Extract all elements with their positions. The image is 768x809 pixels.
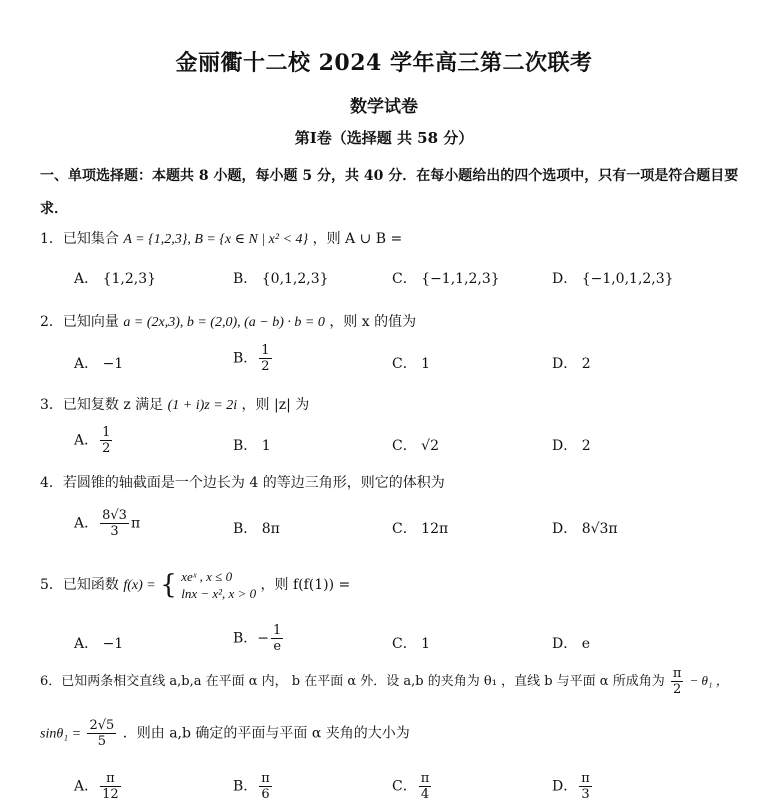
question-2-option-d[interactable]: D． 2: [552, 356, 591, 372]
question-3-option-a[interactable]: A． $\frac{1}{2}$: [74, 425, 111, 456]
question-4-option-a[interactable]: A． $\frac{8√3}{3}$ π: [74, 508, 141, 539]
question-3-option-b[interactable]: B． 1: [233, 438, 271, 454]
question-1-option-a[interactable]: A． {1,2,3}: [74, 271, 157, 287]
question-6-stem-line1: 6．已知两条相交直线 a,b,a 在平面 α 内， b 在平面 α 外．设 a,b 的夹角为 θ₁ ，直线 b 与平面 α 所成角为 $\frac{\pi}{2}$ − θ₁ ，: [40, 666, 729, 697]
question-2-stem: 2．已知向量 a = (2x,3), b = (2,0), (a − b) · b = 0 ，则 x 的值为: [40, 314, 417, 330]
question-6-stem-line2: sinθ₁ = $\frac{2√5}{5}$ ．则由 a,b 确定的平面与平面 α 夹角的大小为: [40, 718, 410, 749]
question-5-option-c[interactable]: C． 1: [392, 636, 431, 652]
question-4-option-d[interactable]: D． 8√3π: [552, 521, 618, 537]
part-heading: 第Ⅰ卷（选择题 共 58 分）: [294, 129, 474, 147]
question-5-option-b[interactable]: B．− $\frac{1}{e}$: [233, 623, 282, 654]
question-3-option-c[interactable]: C． √2: [392, 438, 439, 454]
question-3-option-d[interactable]: D． 2: [552, 438, 591, 454]
question-4-option-c[interactable]: C． 12π: [392, 521, 449, 537]
question-1-option-c[interactable]: C． {−1,1,2,3}: [392, 271, 500, 287]
question-6-option-a[interactable]: A． $\frac{\pi}{12}$: [74, 771, 119, 802]
question-2-option-a[interactable]: A． −1: [74, 356, 124, 372]
question-6-option-b[interactable]: B． $\frac{\pi}{6}$: [233, 771, 270, 802]
question-4-option-b[interactable]: B． 8π: [233, 521, 280, 537]
question-6-option-c[interactable]: C． $\frac{\pi}{4}$: [392, 771, 430, 802]
question-2-option-c[interactable]: C． 1: [392, 356, 431, 372]
question-6-option-d[interactable]: D． $\frac{\pi}{3}$: [552, 771, 590, 802]
piecewise-definition: xeˣ , x ≤ 0 lnx − x², x > 0: [181, 569, 257, 601]
question-2-option-b[interactable]: B． $\frac{1}{2}$: [233, 343, 270, 374]
question-1-option-b[interactable]: B． {0,1,2,3}: [233, 271, 329, 287]
exam-title: 金丽衢十二校 2024 学年高三第二次联考: [175, 50, 593, 76]
question-5-option-d[interactable]: D． e: [552, 636, 590, 652]
section-heading: 一、单项选择题：本题共 8 小题，每小题 5 分，共 40 分．在每小题给出的四个选项中，只有一项是符合题目要求．: [40, 168, 739, 217]
question-5-option-a[interactable]: A． −1: [74, 636, 124, 652]
question-4-stem: 4．若圆锥的轴截面是一个边长为 4 的等边三角形，则它的体积为: [40, 475, 445, 491]
exam-subtitle: 数学试卷: [350, 97, 418, 117]
question-5-stem: 5．已知函数 f(x) = { xeˣ , x ≤ 0 lnx − x², x > 0 ，则 f(f(1)) =: [40, 569, 351, 601]
question-3-stem: 3．已知复数 z 满足 (1 + i)z = 2i ，则 |z| 为: [40, 397, 310, 413]
question-1-stem: 1．已知集合 A = {1,2,3}, B = {x ∈ N | x² < 4} ，则 A ∪ B =: [40, 231, 403, 247]
question-1-option-d[interactable]: D． {−1,0,1,2,3}: [552, 271, 674, 287]
